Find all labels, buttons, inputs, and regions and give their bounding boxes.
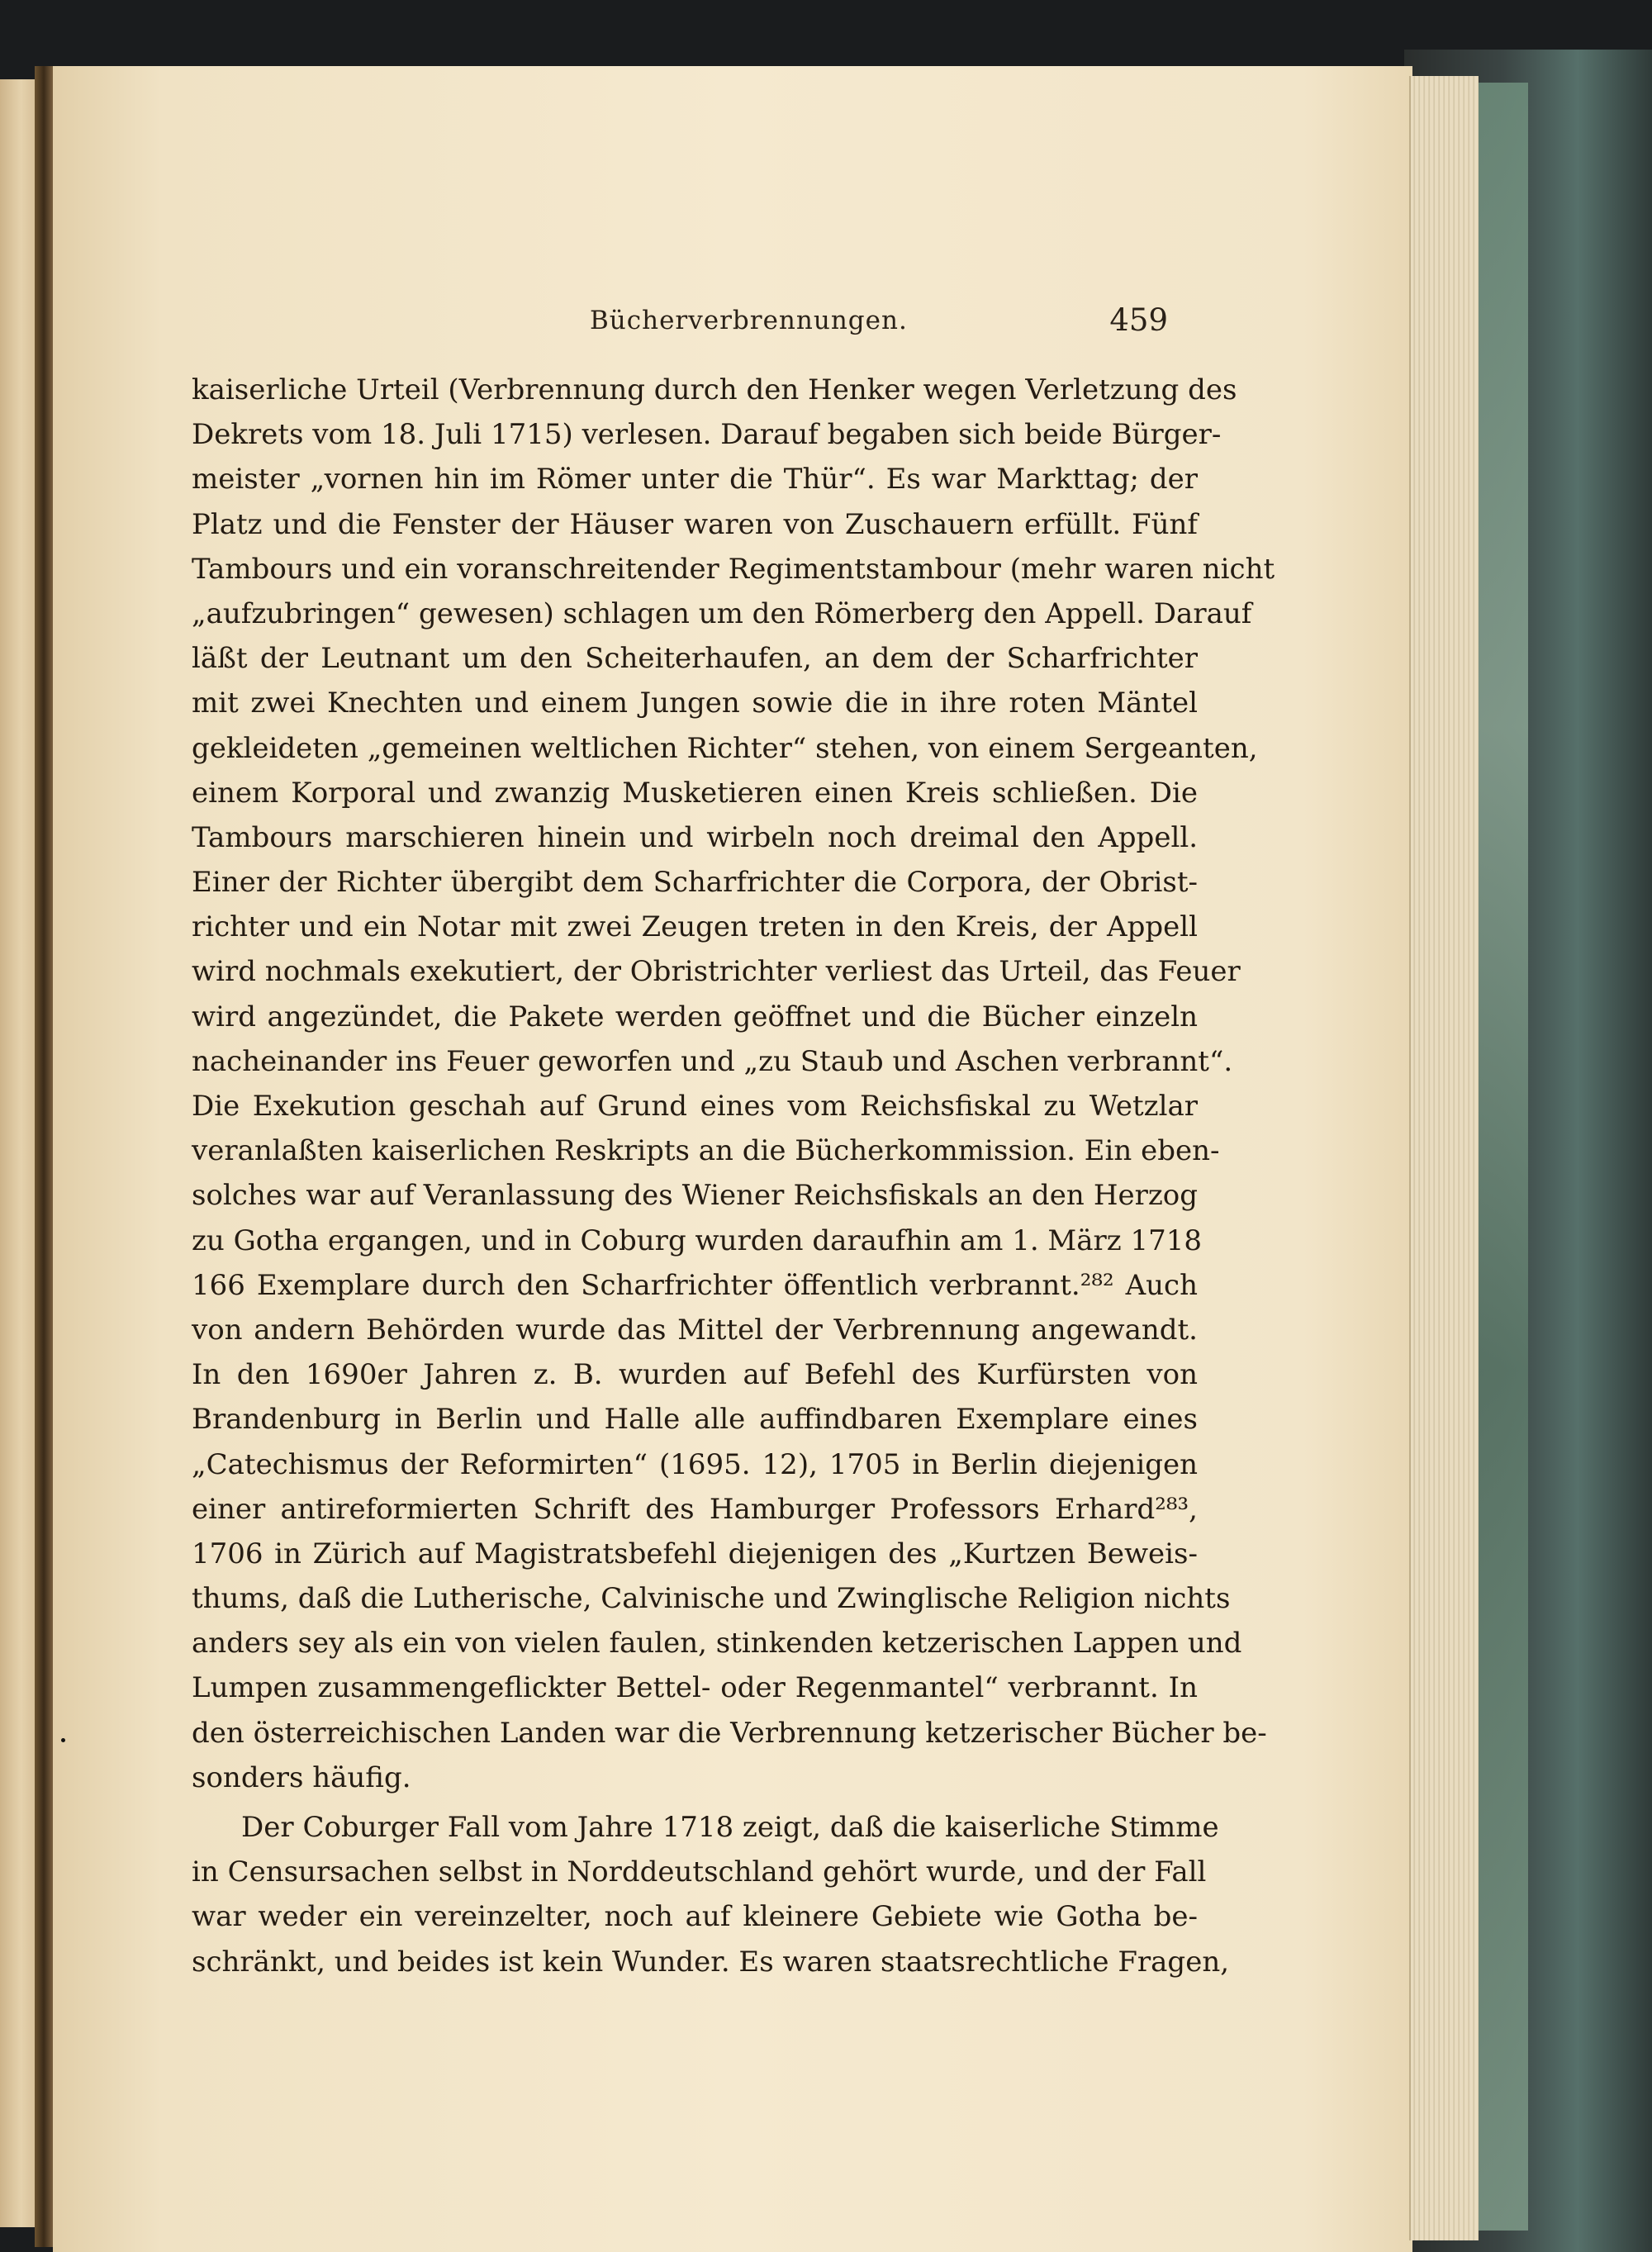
text-line: anders sey als ein von vielen faulen, stinkenden ketzerischen Lappen und xyxy=(192,1627,1242,1660)
text-line: Tambours und ein voranschreitender Regimentstambour (mehr waren nicht xyxy=(192,552,1275,586)
text-line: läßt der Leutnant um den Scheiterhaufen, an dem der Scharfrichter xyxy=(192,642,1198,676)
text-line: war weder ein vereinzelter, noch auf kleinere Gebiete wie Gotha be- xyxy=(192,1900,1198,1934)
text-line: Der Coburger Fall vom Jahre 1718 zeigt, daß die kaiserliche Stimme xyxy=(241,1811,1219,1844)
text-line: einem Korporal und zwanzig Musketieren einen Kreis schließen. Die xyxy=(192,776,1198,810)
text-line: solches war auf Veranlassung des Wiener Reichsfiskals an den Herzog xyxy=(192,1179,1198,1213)
text-line: 166 Exemplare durch den Scharfrichter öffentlich verbrannt.²⁸² Auch xyxy=(192,1268,1198,1302)
text-line: Brandenburg in Berlin und Halle alle auffindbaren Exemplare eines xyxy=(192,1403,1198,1437)
previous-page-edge xyxy=(0,79,35,2227)
paragraph xyxy=(192,1800,1230,1984)
text-line: Lumpen zusammengeflickter Bettel- oder Regenmantel“ verbrannt. In xyxy=(192,1671,1198,1705)
text-line: schränkt, und beides ist kein Wunder. Es waren staatsrechtliche Fragen, xyxy=(192,1945,1230,1979)
text-line: sonders häufig. xyxy=(192,1760,411,1794)
page-stack-edges xyxy=(1409,76,1479,2240)
body-text xyxy=(192,368,1275,1984)
text-line: Einer der Richter übergibt dem Scharfrichter die Corpora, der Obrist- xyxy=(192,866,1198,900)
text-line: einer antireformierten Schrift des Hamburger Professors Erhard²⁸³, xyxy=(192,1492,1198,1526)
text-line: wird nochmals exekutiert, der Obristrichter verliest das Urteil, das Feuer xyxy=(192,955,1241,989)
running-title: Bücherverbrennungen. xyxy=(590,306,908,335)
text-line: gekleideten „gemeinen weltlichen Richter“ stehen, von einem Sergeanten, xyxy=(192,731,1258,765)
book-gutter xyxy=(35,66,53,2247)
book-page xyxy=(53,66,1412,2252)
text-line: In den 1690er Jahren z. B. wurden auf Befehl des Kurfürsten von xyxy=(192,1358,1198,1392)
text-line: in Censursachen selbst in Norddeutschland gehört wurde, und der Fall xyxy=(192,1855,1207,1889)
text-line: Dekrets vom 18. Juli 1715) verlesen. Darauf begaben sich beide Bürger- xyxy=(192,418,1222,452)
text-line: 1706 in Zürich auf Magistratsbefehl diejenigen des „Kurtzen Beweis- xyxy=(192,1537,1198,1570)
text-line: „Catechismus der Reformirten“ (1695. 12), 1705 in Berlin diejenigen xyxy=(192,1447,1198,1481)
text-line: nacheinander ins Feuer geworfen und „zu Staub und Aschen verbrannt“. xyxy=(192,1044,1233,1078)
page-number: 459 xyxy=(1109,302,1168,338)
text-line: meister „vornen hin im Römer unter die Thür“. Es war Markttag; der xyxy=(192,463,1198,496)
text-line: veranlaßten kaiserlichen Reskripts an die Bücherkommission. Ein eben- xyxy=(192,1134,1220,1168)
text-line: Platz und die Fenster der Häuser waren von Zuschauern erfüllt. Fünf xyxy=(192,507,1198,541)
text-line: richter und ein Notar mit zwei Zeugen treten in den Kreis, der Appell xyxy=(192,910,1198,944)
text-line: mit zwei Knechten und einem Jungen sowie die in ihre roten Mäntel xyxy=(192,687,1198,720)
text-line: von andern Behörden wurde das Mittel der Verbrennung angewandt. xyxy=(192,1313,1198,1347)
text-line: „aufzubringen“ gewesen) schlagen um den Römerberg den Appell. Darauf xyxy=(192,596,1252,630)
text-line: wird angezündet, die Pakete werden geöffnet und die Bücher einzeln xyxy=(192,1000,1198,1033)
text-line: Tambours marschieren hinein und wirbeln noch dreimal den Appell. xyxy=(192,820,1198,854)
margin-mark xyxy=(61,1738,65,1742)
paragraph xyxy=(192,368,1275,1800)
text-line: zu Gotha ergangen, und in Coburg wurden daraufhin am 1. März 1718 xyxy=(192,1223,1203,1257)
page-header xyxy=(53,302,1412,347)
text-line: Die Exekution geschah auf Grund eines vom Reichsfiskal zu Wetzlar xyxy=(192,1090,1198,1123)
text-line: thums, daß die Lutherische, Calvinische und Zwinglische Religion nichts xyxy=(192,1582,1231,1616)
text-line: den österreichischen Landen war die Verbrennung ketzerischer Bücher be- xyxy=(192,1716,1267,1750)
text-line: kaiserliche Urteil (Verbrennung durch den Henker wegen Verletzung des xyxy=(192,373,1237,406)
